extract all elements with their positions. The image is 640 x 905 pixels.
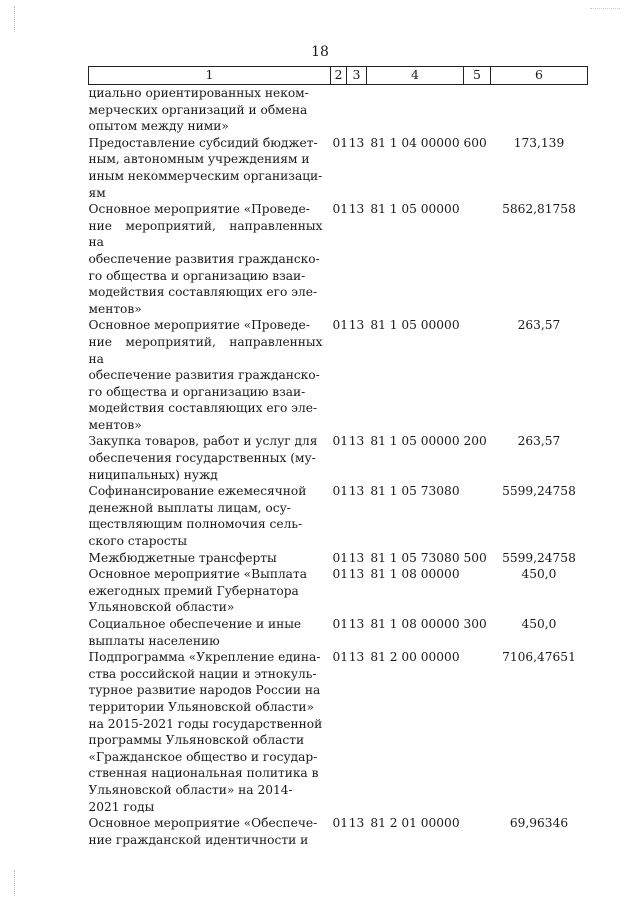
row-name-line: ниципальных) нужд [88,467,218,482]
subsection-code: 13 [348,550,365,565]
section-code: 01 [332,816,349,831]
section-code: 01 [332,567,349,582]
row-name-line: денежной выплаты лицам, осу- [88,500,291,515]
target-article-code [367,85,464,135]
row-name-line: модействия составляющих его эле- [88,401,318,416]
row-name-line: ние гражданской идентичности и [88,832,309,847]
section-code: 01 [332,550,349,565]
row-name-line: ского старосты [88,534,188,549]
subsection-code: 13 [348,434,365,449]
row-name-line: ние мероприятий, направленных на [88,334,323,366]
header-col-5: 5 [464,67,491,85]
target-article-code: 81 1 05 00000 [370,434,460,449]
section-code: 01 [332,617,349,631]
row-name-line: циально ориентированных неком- [88,86,309,100]
row-name-line: ментов» [88,417,142,432]
header-col-4: 4 [367,67,464,85]
scan-artifact-bottom-left [14,870,16,896]
target-article-code: 81 1 05 00000 [370,318,460,333]
table-row [89,483,588,549]
row-name-line: ществляющим полномочия сель- [88,517,303,532]
table-row [89,201,588,317]
row-name [89,550,331,567]
row-name-line: ежегодных премий Губернатора [88,583,299,598]
table-header [89,67,588,85]
page-number: 18 [311,44,329,60]
expense-type-code [464,317,491,433]
row-name-line: Софинансирование ежемесячной [88,484,307,499]
section-code: 01 [332,318,349,333]
expense-type-code [464,483,491,549]
section-code: 01 [332,135,349,150]
amount: 5599,24758 [502,550,576,565]
scan-artifact-top-right [590,8,620,10]
row-name-line: ственная национальная политика в [88,766,319,781]
subsection-code: 13 [348,816,365,831]
row-name-line: мерческих организаций и обмена [88,102,308,117]
amount: 5862,81758 [502,202,576,217]
expense-type-code [464,201,491,317]
target-article-code: 81 1 05 00000 [370,202,460,217]
row-name-line: на 2015-2021 годы государственной [88,716,323,731]
row-name-line: Межбюджетные трансферты [88,550,277,565]
table-row [89,433,588,483]
amount: 263,57 [517,434,561,449]
header-col-2: 2 [331,67,347,85]
expense-type-code [464,815,491,848]
row-name [89,317,331,433]
row-name [89,85,331,135]
subsection-code: 13 [348,650,365,665]
target-article-code: 81 1 08 00000 [370,567,460,582]
row-name-line: турное развитие народов России на [88,683,321,698]
target-article-code: 81 1 08 00000 [370,617,460,631]
header-col-1: 1 [89,67,331,85]
amount: 173,139 [513,135,565,150]
row-name [89,649,331,815]
amount [491,85,588,135]
section-code: 01 [332,202,349,217]
amount: 7106,47651 [502,650,576,665]
subsection-code: 13 [348,135,365,150]
section-code [331,85,347,135]
subsection-code: 13 [348,484,365,499]
row-name [89,433,331,483]
target-article-code: 81 2 01 00000 [370,816,460,831]
expense-type-code [464,85,491,135]
row-name-line: модействия составляющих его эле- [88,285,318,300]
amount: 450,0 [521,617,557,631]
section-code: 01 [332,650,349,665]
row-name-line: программы Ульяновской области [88,733,305,748]
row-name-line: Ульяновской области» [88,600,235,615]
row-name-line: ства российской нации и этнокуль- [88,666,317,681]
row-name-line: обеспечение развития гражданско- [88,368,320,383]
subsection-code: 13 [348,567,365,582]
row-name-line: опытом между ними» [88,119,229,134]
expense-type-code: 600 [463,135,487,150]
table-row [89,317,588,433]
row-name-line: Ульяновской области» на 2014- [88,782,293,797]
table-row [89,815,588,848]
table-row [89,616,588,649]
row-name-line: Основное мероприятие «Проведе- [88,202,310,217]
row-name [89,566,331,616]
section-code: 01 [332,434,349,449]
target-article-code: 81 1 05 73080 [370,484,460,499]
target-article-code: 81 2 00 00000 [370,650,460,665]
amount: 69,96346 [509,816,569,831]
table-row [89,649,588,815]
subsection-code [347,85,367,135]
expense-type-code [464,566,491,616]
expense-type-code: 300 [463,617,487,631]
table-row [89,135,588,201]
expense-type-code [464,649,491,815]
row-name-line: выплаты населению [88,633,220,648]
row-name [89,201,331,317]
subsection-code: 13 [348,318,365,333]
table-body [89,85,588,849]
row-name-line: го общества и организацию взаи- [88,384,306,399]
amount: 263,57 [517,318,561,333]
row-name [89,815,331,848]
target-article-code: 81 1 04 00000 [370,135,460,150]
row-name [89,616,331,649]
row-name-line: обеспечения государственных (му- [88,451,316,466]
row-name-line: 2021 годы [88,799,155,814]
row-name-line: Подпрограмма «Укрепление едина- [88,650,321,665]
row-name-line: ным, автономным учреждениям и [88,152,310,167]
row-name-line: Предоставление субсидий бюджет- [88,135,318,150]
row-name-line: ям [88,185,106,200]
row-name [89,135,331,201]
expense-type-code: 500 [463,550,487,565]
row-name-line: Основное мероприятие «Проведе- [88,318,310,333]
expense-type-code: 200 [463,434,487,449]
row-name-line: Социальное обеспечение и иные [88,617,302,631]
row-name-line: Основное мероприятие «Выплата [88,567,307,582]
row-name-line: «Гражданское общество и государ- [88,749,318,764]
row-name [89,483,331,549]
row-name-line: Закупка товаров, работ и услуг для [88,434,318,449]
row-name-line: обеспечение развития гражданско- [88,251,320,266]
table-row [89,550,588,567]
amount: 5599,24758 [502,484,576,499]
amount: 450,0 [521,567,557,582]
scan-artifact-top-left [14,6,16,32]
table-row [89,85,588,135]
subsection-code: 13 [348,617,365,631]
section-code: 01 [332,484,349,499]
row-name-line: Основное мероприятие «Обеспече- [88,816,318,831]
row-name-line: ментов» [88,301,142,316]
row-name-line: ние мероприятий, направленных на [88,218,323,250]
target-article-code: 81 1 05 73080 [370,550,460,565]
budget-table [88,66,588,848]
header-col-6: 6 [491,67,588,85]
row-name-line: го общества и организацию взаи- [88,268,306,283]
row-name-line: территории Ульяновской области» [88,699,314,714]
subsection-code: 13 [348,202,365,217]
row-name-line: иным некоммерческим организаци- [88,168,323,183]
header-col-3: 3 [347,67,367,85]
table-row [89,566,588,616]
